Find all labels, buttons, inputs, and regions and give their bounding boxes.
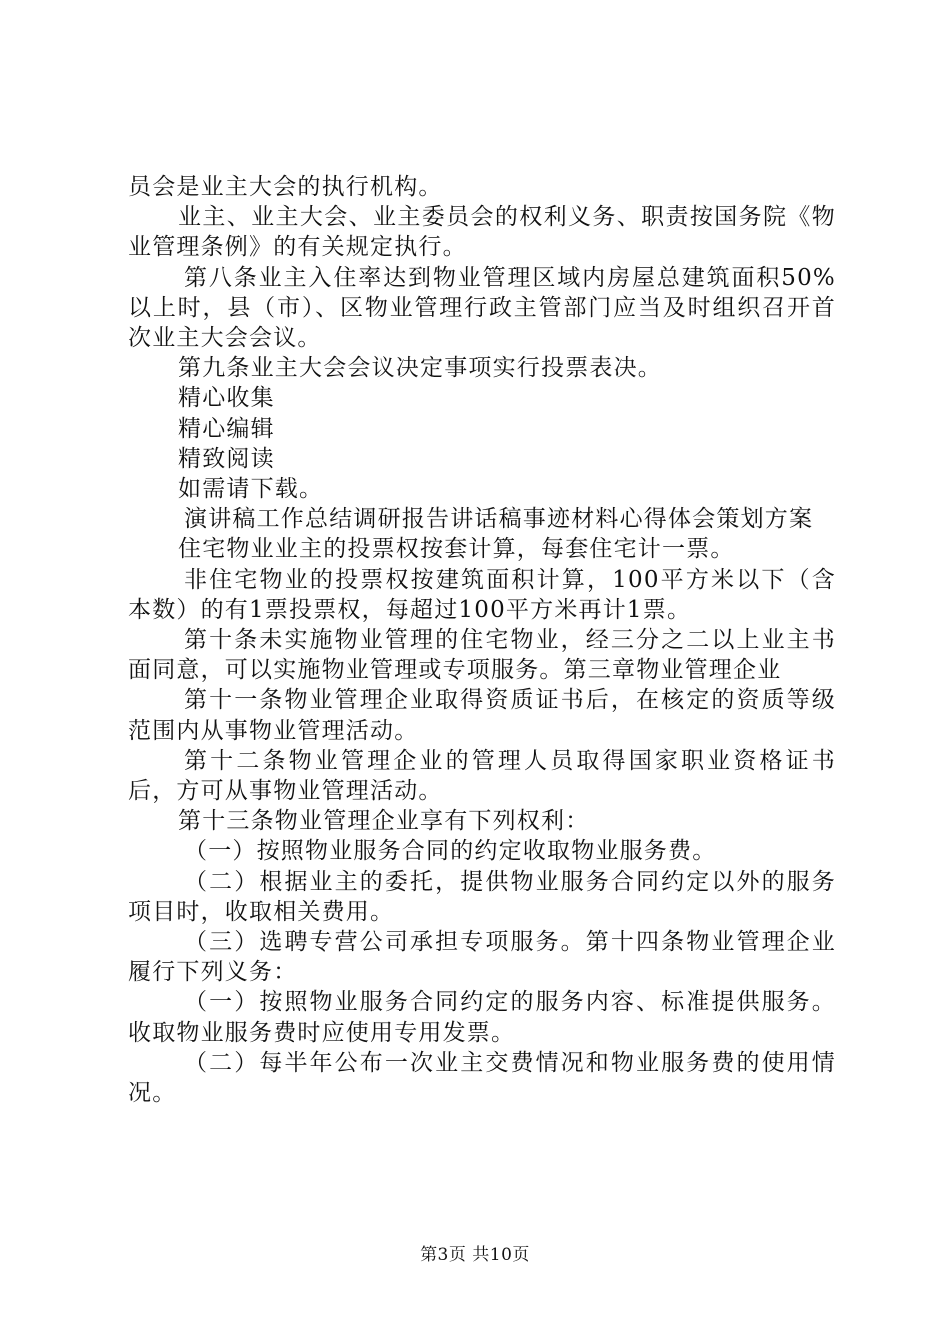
paragraph-article-10: 第十条未实施物业管理的住宅物业，经三分之二以上业主书面同意，可以实施物业管理或专项服务。第三章物业管理企业: [128, 627, 836, 684]
list-item: （一）按照物业服务合同约定的服务内容、标准提供服务。收取物业服务费时应使用专用发票。: [128, 989, 836, 1046]
document-body: [128, 172, 836, 1108]
paragraph-article-8: 第八条业主入住率达到物业管理区域内房屋总建筑面积50%以上时，县（市）、区物业管理行政主管部门应当及时组织召开首次业主大会会议。: [128, 264, 836, 352]
paragraph-article-12: 第十二条物业管理企业的管理人员取得国家职业资格证书后，方可从事物业管理活动。: [128, 747, 836, 805]
list-item: （二）每半年公布一次业主交费情况和物业服务费的使用情况。: [128, 1049, 836, 1107]
paragraph-article-9: 第九条业主大会会议决定事项实行投票表决。: [178, 355, 662, 382]
page-footer: [0, 1244, 950, 1266]
paragraph: 精致阅读: [178, 445, 275, 472]
paragraph: 如需请下载。: [178, 476, 324, 503]
paragraph: 精心编辑: [178, 415, 275, 442]
page-indicator: 第3页 共10页: [420, 1245, 530, 1265]
paragraph-article-13: 第十三条物业管理企业享有下列权利：: [178, 808, 590, 835]
paragraph: 员会是业主大会的执行机构。: [128, 174, 443, 200]
paragraph: 住宅物业业主的投票权按套计算，每套住宅计一票。: [178, 536, 735, 563]
list-item: （三）选聘专营公司承担专项服务。第十四条物业管理企业履行下列义务：: [128, 929, 836, 986]
list-item: （一）按照物业服务合同的约定收取物业服务费。: [184, 838, 717, 865]
paragraph: 非住宅物业的投票权按建筑面积计算，100平方米以下（含本数）的有1票投票权，每超过100平方米再计1票。: [128, 566, 836, 623]
paragraph: 业主、业主大会、业主委员会的权利义务、职责按国务院《物业管理条例》的有关规定执行。: [128, 204, 836, 261]
paragraph: 精心收集: [178, 385, 275, 412]
list-item: （二）根据业主的委托，提供物业服务合同约定以外的服务项目时，收取相关费用。: [128, 868, 836, 925]
paragraph: 演讲稿工作总结调研报告讲话稿事迹材料心得体会策划方案: [184, 506, 814, 533]
paragraph-article-11: 第十一条物业管理企业取得资质证书后，在核定的资质等级范围内从事物业管理活动。: [128, 687, 836, 744]
